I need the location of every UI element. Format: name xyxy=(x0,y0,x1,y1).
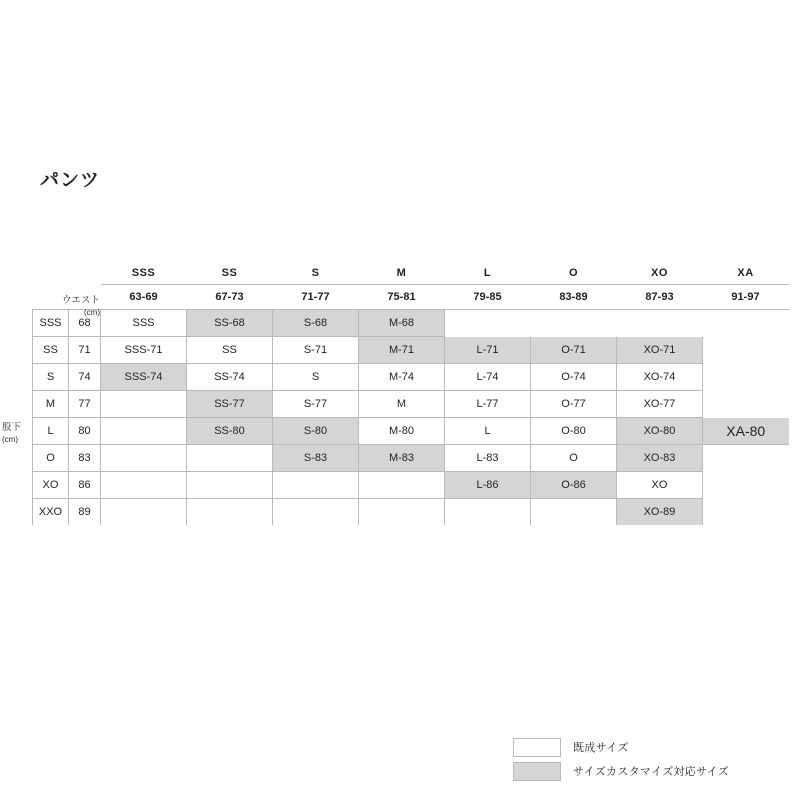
size-cell-SS-77: SS-77 xyxy=(187,391,273,418)
column-size-XO: XO xyxy=(651,267,668,279)
row-inseam-77: 77 xyxy=(69,391,101,418)
size-cell-SSS-71: SSS-71 xyxy=(101,337,187,364)
column-range-79-85: 79-85 xyxy=(445,285,531,310)
column-range-71-77: 71-77 xyxy=(273,285,359,310)
size-cell-empty xyxy=(617,310,703,337)
size-cell-L-83: L-83 xyxy=(445,445,531,472)
size-cell-empty xyxy=(101,418,187,445)
size-cell-S-83: S-83 xyxy=(273,445,359,472)
size-cell-empty xyxy=(531,310,617,337)
size-cell-M-71: M-71 xyxy=(359,337,445,364)
column-size-XA: XA xyxy=(737,267,754,279)
row-inseam-80: 80 xyxy=(69,418,101,445)
size-cell-L-77: L-77 xyxy=(445,391,531,418)
chart-header-sizes xyxy=(33,262,789,285)
legend-label-customizable: サイズカスタマイズ対応サイズ xyxy=(573,766,730,778)
size-cell-empty xyxy=(101,445,187,472)
inseam-axis-unit: (cm) xyxy=(2,434,18,444)
table-row xyxy=(33,472,789,499)
size-cell-M-68: M-68 xyxy=(359,310,445,337)
inseam-axis-label: 股下 xyxy=(2,422,22,433)
size-cell-empty xyxy=(273,499,359,526)
size-cell-SS-74: SS-74 xyxy=(187,364,273,391)
size-cell-empty xyxy=(703,472,789,499)
row-size-SSS: SSS xyxy=(33,310,69,337)
legend-swatch-ready-made xyxy=(513,738,561,757)
row-inseam-71: 71 xyxy=(69,337,101,364)
header-corner xyxy=(33,262,101,285)
chart-header-waist-ranges xyxy=(33,285,789,310)
size-cell-empty xyxy=(359,472,445,499)
row-inseam-83: 83 xyxy=(69,445,101,472)
column-size-S: S xyxy=(311,267,320,279)
table-row xyxy=(33,499,789,526)
column-range-67-73: 67-73 xyxy=(187,285,273,310)
size-cell-SS-80: SS-80 xyxy=(187,418,273,445)
waist-axis-label: ウエスト xyxy=(61,295,100,306)
row-size-O: O xyxy=(33,445,69,472)
size-cell-XO: XO xyxy=(617,472,703,499)
size-cell-XO-77: XO-77 xyxy=(617,391,703,418)
size-cell-empty xyxy=(703,391,789,418)
column-range-83-89: 83-89 xyxy=(531,285,617,310)
column-range-63-69: 63-69 xyxy=(101,285,187,310)
size-cell-M: M xyxy=(359,391,445,418)
row-size-XO: XO xyxy=(33,472,69,499)
size-cell-L-74: L-74 xyxy=(445,364,531,391)
row-size-SS: SS xyxy=(33,337,69,364)
size-cell-O-71: O-71 xyxy=(531,337,617,364)
waist-axis-caption xyxy=(44,295,100,319)
table-row xyxy=(33,364,789,391)
table-row xyxy=(33,391,789,418)
column-size-SS: SS xyxy=(221,267,238,279)
size-cell-M-80: M-80 xyxy=(359,418,445,445)
inseam-axis-caption xyxy=(2,422,42,446)
column-range-87-93: 87-93 xyxy=(617,285,703,310)
row-size-L: L xyxy=(33,418,69,445)
size-cell-XA-80: XA-80 xyxy=(703,418,789,445)
column-size-SSS: SSS xyxy=(131,267,156,279)
size-cell-empty xyxy=(101,499,187,526)
size-cell-SSS-74: SSS-74 xyxy=(101,364,187,391)
page-title: パンツ xyxy=(40,170,101,191)
size-cell-empty xyxy=(703,364,789,391)
size-cell-empty xyxy=(703,337,789,364)
size-cell-S: S xyxy=(273,364,359,391)
table-row xyxy=(33,337,789,364)
size-cell-empty xyxy=(703,445,789,472)
row-inseam-68: 68 xyxy=(69,310,101,337)
size-cell-empty xyxy=(359,499,445,526)
size-cell-SS: SS xyxy=(187,337,273,364)
size-cell-XO-89: XO-89 xyxy=(617,499,703,526)
size-cell-M-74: M-74 xyxy=(359,364,445,391)
column-size-M: M xyxy=(396,267,407,279)
size-cell-empty xyxy=(187,445,273,472)
size-cell-S-80: S-80 xyxy=(273,418,359,445)
size-cell-empty xyxy=(703,310,789,337)
size-cell-XO-71: XO-71 xyxy=(617,337,703,364)
legend-item xyxy=(513,737,729,757)
size-cell-L-71: L-71 xyxy=(445,337,531,364)
legend-item xyxy=(513,761,729,781)
size-cell-empty xyxy=(187,499,273,526)
column-range-75-81: 75-81 xyxy=(359,285,445,310)
size-cell-S-77: S-77 xyxy=(273,391,359,418)
table-row xyxy=(33,445,789,472)
size-cell-XO-80: XO-80 xyxy=(617,418,703,445)
size-cell-O-80: O-80 xyxy=(531,418,617,445)
row-size-XXO: XXO xyxy=(33,499,69,526)
size-cell-O-77: O-77 xyxy=(531,391,617,418)
row-size-M: M xyxy=(33,391,69,418)
column-size-O: O xyxy=(568,267,579,279)
legend xyxy=(513,737,729,785)
size-cell-empty xyxy=(187,472,273,499)
legend-label-ready-made: 既成サイズ xyxy=(573,742,629,754)
waist-axis-unit: (cm) xyxy=(84,307,100,317)
size-cell-empty xyxy=(101,472,187,499)
size-cell-O-86: O-86 xyxy=(531,472,617,499)
size-cell-empty xyxy=(703,499,789,526)
table-row xyxy=(33,310,789,337)
column-range-91-97: 91-97 xyxy=(703,285,789,310)
legend-swatch-customizable xyxy=(513,762,561,781)
row-inseam-89: 89 xyxy=(69,499,101,526)
size-cell-L-86: L-86 xyxy=(445,472,531,499)
size-cell-XO-74: XO-74 xyxy=(617,364,703,391)
column-size-L: L xyxy=(483,267,492,279)
size-cell-S-68: S-68 xyxy=(273,310,359,337)
row-inseam-86: 86 xyxy=(69,472,101,499)
size-cell-XO-83: XO-83 xyxy=(617,445,703,472)
table-row xyxy=(33,418,789,445)
size-cell-L: L xyxy=(445,418,531,445)
row-inseam-74: 74 xyxy=(69,364,101,391)
size-cell-S-71: S-71 xyxy=(273,337,359,364)
size-cell-empty xyxy=(445,310,531,337)
size-cell-O-74: O-74 xyxy=(531,364,617,391)
size-cell-empty xyxy=(101,391,187,418)
size-cell-empty xyxy=(445,499,531,526)
size-chart-table xyxy=(32,262,789,525)
size-cell-O: O xyxy=(531,445,617,472)
row-size-S: S xyxy=(33,364,69,391)
size-cell-M-83: M-83 xyxy=(359,445,445,472)
size-cell-empty xyxy=(273,472,359,499)
size-cell-SS-68: SS-68 xyxy=(187,310,273,337)
size-cell-SSS: SSS xyxy=(101,310,187,337)
size-cell-empty xyxy=(531,499,617,526)
size-chart-wrapper xyxy=(2,262,789,525)
